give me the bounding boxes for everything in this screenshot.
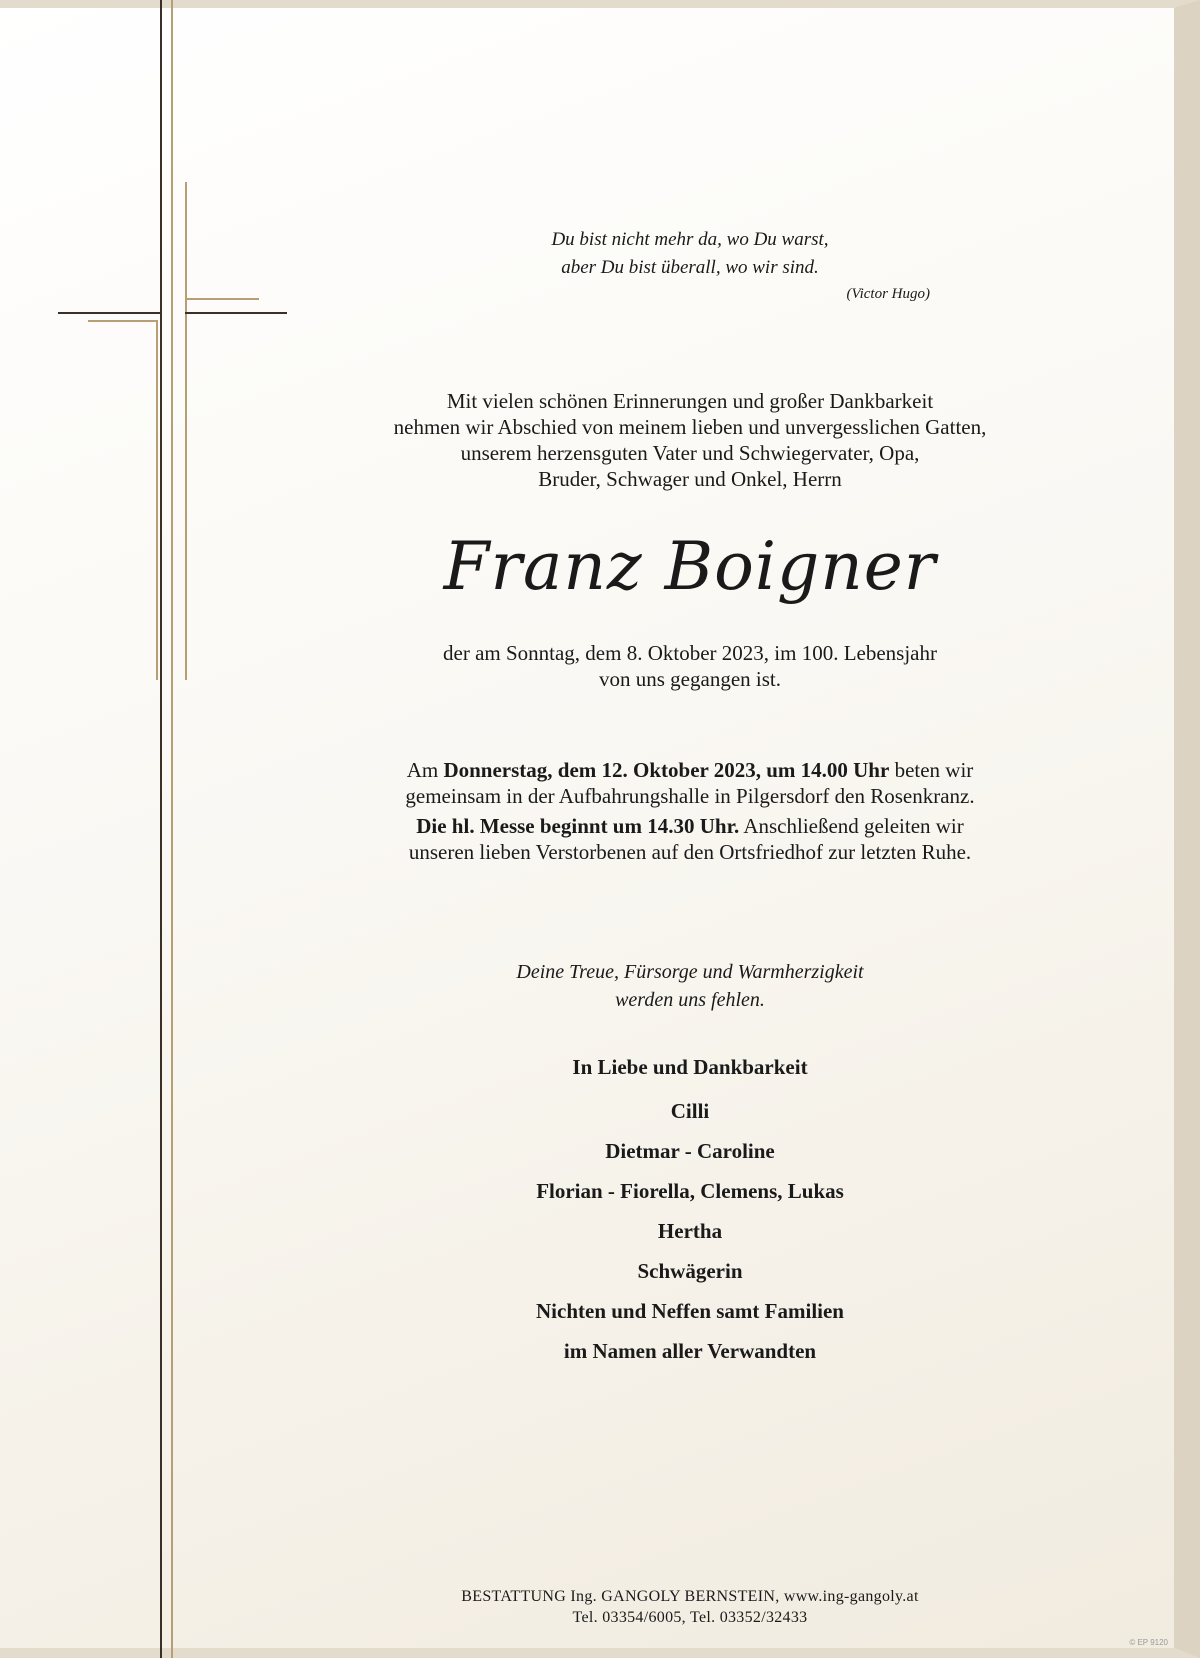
rosary-date: Donnerstag, dem 12. Oktober 2023, um 14.00 Uhr — [443, 758, 890, 782]
intro-line: Bruder, Schwager und Onkel, Herrn — [538, 467, 842, 491]
signature-line: Florian - Fiorella, Clemens, Lukas — [536, 1179, 844, 1203]
mass-line2: unseren lieben Verstorbenen auf den Ortsfriedhof zur letzten Ruhe. — [408, 840, 972, 864]
rosary-paragraph — [300, 757, 1080, 809]
deceased-name: Franz Boigner — [443, 528, 937, 605]
mass-time: Die hl. Messe beginnt um 14.30 Uhr. — [416, 814, 740, 838]
mass-paragraph — [300, 813, 1080, 865]
cross-vertical-short-left — [156, 320, 158, 680]
passing-line: von uns gegangen ist. — [599, 667, 781, 691]
cross-horizontal-gold-left — [88, 320, 158, 322]
rosary-suffix: beten wir — [894, 758, 974, 782]
funeral-home-footer — [300, 1586, 1080, 1628]
signature-line: Hertha — [657, 1219, 723, 1243]
passing-text — [300, 640, 1080, 692]
closing-line: werden uns fehlen. — [615, 989, 765, 1011]
intro-text — [300, 388, 1080, 492]
signature-line: Cilli — [670, 1099, 710, 1123]
signature-line: In Liebe und Dankbarkeit — [572, 1055, 808, 1079]
cross-horizontal-gold-right — [185, 298, 259, 300]
rosary-prefix: Am — [406, 758, 439, 782]
intro-line: Mit vielen schönen Erinnerungen und großer Dankbarkeit — [446, 389, 934, 413]
signature-line: Nichten und Neffen samt Familien — [536, 1299, 844, 1323]
passing-line: der am Sonntag, dem 8. Oktober 2023, im 100. Lebensjahr — [443, 641, 937, 665]
signature-line: Dietmar - Caroline — [605, 1139, 775, 1163]
print-code: © EP 9120 — [1129, 1638, 1168, 1647]
quote-line: Du bist nicht mehr da, wo Du warst, — [551, 229, 829, 250]
cross-vertical-gold — [171, 0, 173, 1658]
cross-vertical-short — [185, 182, 187, 680]
footer-line: BESTATTUNG Ing. GANGOLY BERNSTEIN, www.ing-gangoly.at — [461, 1588, 919, 1605]
intro-line: nehmen wir Abschied von meinem lieben und unvergesslichen Gatten, — [393, 415, 987, 439]
closing-text — [300, 958, 1080, 1014]
intro-line: unserem herzensguten Vater und Schwiegervater, Opa, — [460, 441, 920, 465]
service-info — [300, 757, 1080, 869]
cross-horizontal-dark-left — [58, 312, 162, 314]
cross-horizontal-dark-right — [185, 312, 287, 314]
rosary-line2: gemeinsam in der Aufbahrungshalle in Pilgersdorf den Rosenkranz. — [405, 784, 975, 808]
signature-line: im Namen aller Verwandten — [563, 1339, 817, 1363]
quote-author: (Victor Hugo) — [846, 286, 930, 302]
closing-line: Deine Treue, Fürsorge und Warmherzigkeit — [516, 961, 864, 983]
cross-vertical-dark — [160, 0, 162, 1658]
footer-line: Tel. 03354/6005, Tel. 03352/32433 — [572, 1609, 808, 1626]
quote-line: aber Du bist überall, wo wir sind. — [561, 257, 819, 278]
signature-line: Schwägerin — [637, 1259, 743, 1283]
signatures — [300, 1054, 1080, 1378]
mass-suffix: Anschließend geleiten wir — [743, 814, 964, 838]
quote — [300, 226, 1080, 306]
